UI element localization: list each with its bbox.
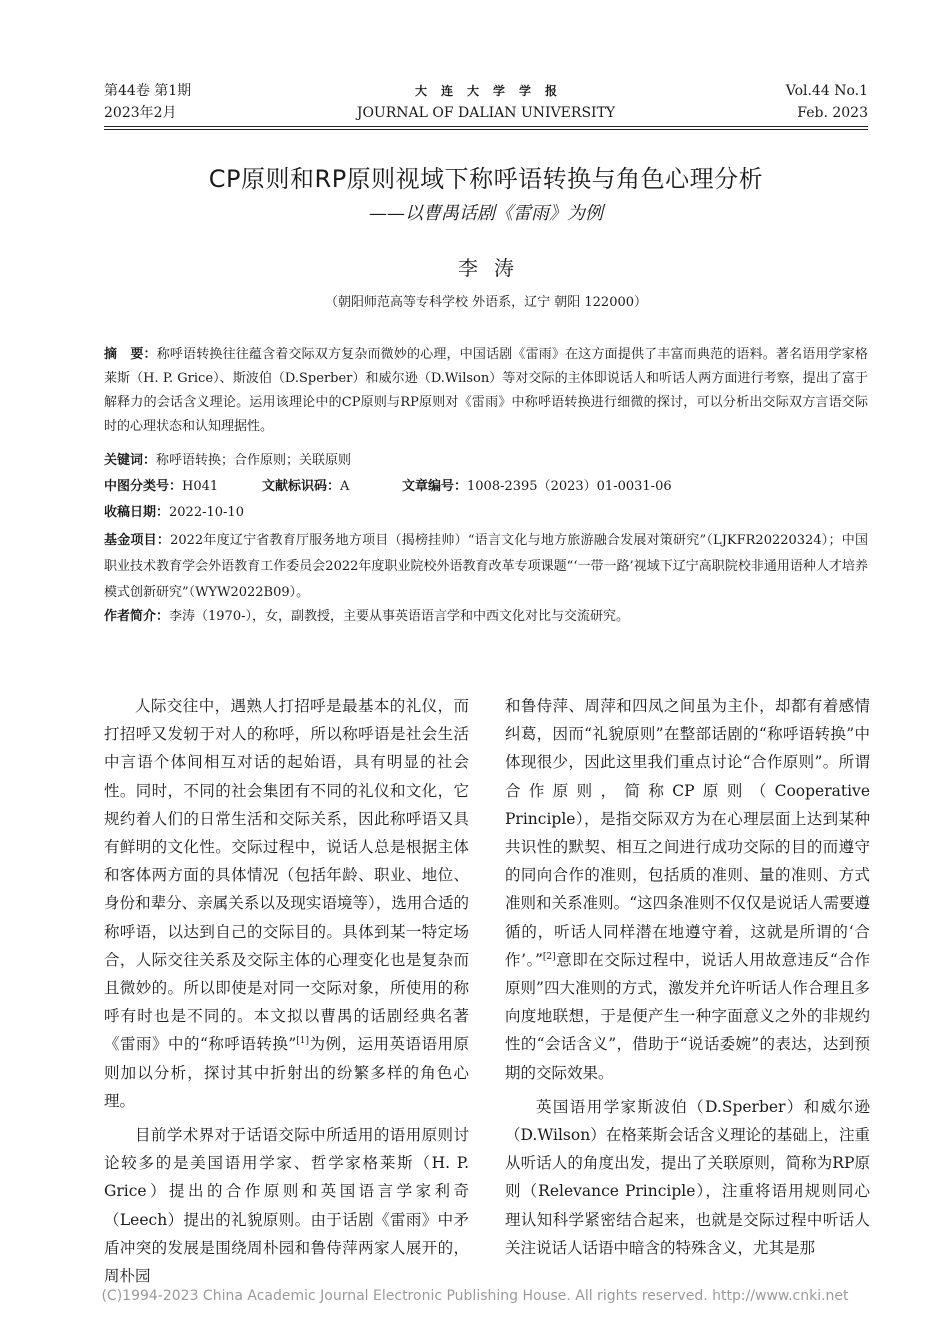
date-line: 2023年2月 — [104, 105, 177, 121]
keywords-label: 关键词： — [104, 453, 157, 468]
header-rule — [104, 126, 868, 127]
date-line-en: Feb. 2023 — [797, 105, 868, 121]
bio-text: 李涛（1970-），女，副教授，主要从事英语语言学和中西文化对比与交流研究。 — [169, 609, 629, 624]
received-date — [104, 502, 868, 524]
paragraph-text-cont: 意即在交际过程中，说话人用故意违反“合作原则”四大准则的方式，激发并允许听话人作合理且多向度地联想，于是便产生一种字面意义之外的非规约性的“会话含义”，借助于“说话委婉”的表达，达到预期的交际效果。 — [505, 950, 870, 1082]
author-bio — [104, 606, 868, 628]
document-code — [262, 476, 349, 498]
body-column-left — [104, 692, 469, 1296]
article-label: 文章编号： — [402, 479, 468, 494]
journal-name-en: JOURNAL OF DALIAN UNIVERSITY — [356, 105, 616, 121]
article-value: 1008-2395（2023）01-0031-06 — [467, 479, 672, 494]
keywords-text: 称呼语转换；合作原则；关联原则 — [156, 453, 352, 468]
volume-line: 第44卷 第1期 — [104, 83, 192, 99]
paragraph-text: 人际交往中，遇熟人打招呼是最基本的礼仪，而打招呼又发轫于对人的称呼，所以称呼语是社会生活中言语个体间相互对话的起始语，具有明显的社会性。同时，不同的社会集团有不同的礼仪和文化，它规约着人们的日常生活和交际关系，因此称呼语又具有鲜明的文化性。交际过程中，说话人总是根据主体和客体两方面的具体情况（包括年龄、职业、地位、身份和辈分、亲属关系以及现实语境等），选用合适的称呼语，以达到自己的交际目的。具体到某一特定场合，人际交往关系及交际主体的心理变化也是复杂而且微妙的。所以即使是对同一交际对象，所使用的称呼有时也是不同的。本文拟以曹禺的话剧经典名著《雷雨》中的“称呼语转换” — [104, 697, 469, 1054]
citation-ref: [2] — [542, 951, 556, 962]
citation-ref: [1] — [296, 1036, 310, 1047]
doc-label: 文献标识码： — [262, 479, 341, 494]
clc-number — [104, 476, 218, 498]
abstract-text: 称呼语转换往往蕴含着交际双方复杂而微妙的心理，中国话剧《雷雨》在这方面提供了丰富而典范的语料。著名语用学家格莱斯（H. P. Grice）、斯波伯（D.Sperber）和威尔逊（D.Wilson）等对交际的主体即说话人和听话人两方面进行考察，提出了富于解释力的会话含义理论。运用该理论中的CP原则与RP原则对《雷雨》中称呼语转换进行细微的探讨，可以分析出交际双方言语交际时的心理状态和认知理据性。 — [104, 347, 868, 434]
abstract — [104, 343, 868, 439]
body-paragraph: 英国语用学家斯波伯（D.Sperber）和威尔逊（D.Wilson）在格莱斯会话含义理论的基础上，注重从听话人的角度出发，提出了关联原则，简称为RP原则（Relevance Principle），注重将语用规则同心理认知科学紧密结合起来，也就是交际过程中听话人关注说话人话语中暗含的特殊含义，尤其是那 — [505, 1097, 870, 1257]
running-header — [104, 80, 868, 124]
journal-name — [104, 80, 868, 124]
received-value: 2022-10-10 — [169, 505, 244, 520]
author-affiliation: （朝阳师范高等专科学校 外语系，辽宁 朝阳 122000） — [324, 295, 648, 310]
fund-text: 2022年度辽宁省教育厅服务地方项目（揭榜挂帅）“语言文化与地方旅游融合发展对策研究”（LJKFR20220324）；中国职业技术教育学会外语教育工作委员会2022年度职业院校外语教育改革专项课题“‘一带一路’视域下辽宁高职院校非通用语种人才培养模式创新研究”（WYW2022B09）。 — [104, 533, 868, 600]
paragraph-text-cont: 为例，运用英语语用原则加以分析，探讨其中折射出的纷繁多样的角色心理。 — [104, 1035, 469, 1110]
copyright-footer: (C)1994-2023 China Academic Journal Electronic Publishing House. All rights reserved. http://www.cnki.net — [101, 1288, 849, 1304]
received-label: 收稿日期： — [104, 505, 170, 520]
article-subtitle: ——以曹禺话剧《雷雨》为例 — [369, 203, 603, 224]
volume-line-en: Vol.44 No.1 — [785, 83, 868, 99]
body-column-right — [505, 692, 870, 1268]
journal-name-cn: 大连大学学报 — [414, 84, 571, 98]
clc-value: H041 — [182, 479, 219, 494]
abstract-label: 摘 要： — [104, 347, 157, 362]
fund-project — [104, 528, 868, 606]
fund-label: 基金项目： — [104, 533, 171, 548]
article-number — [402, 476, 672, 498]
body-paragraph — [505, 692, 870, 1087]
clc-label: 中图分类号： — [104, 479, 183, 494]
header-rule-secondary — [104, 129, 868, 130]
body-paragraph: 目前学术界对于话语交际中所适用的语用原则讨论较多的是美国语用学家、哲学家格莱斯（H. P. Grice）提出的合作原则和英国语言学家利奇（Leech）提出的礼貌原则。由于话剧《雷雨》中矛盾冲突的发展是围绕周朴园和鲁侍萍两家人展开的，周朴园 — [104, 1126, 469, 1286]
volume-issue-en — [786, 80, 868, 124]
doc-value: A — [340, 479, 350, 494]
paragraph-text: 和鲁侍萍、周萍和四凤之间虽为主仆，却都有着感情纠葛，因而“礼貌原则”在整部话剧的“称呼语转换”中体现很少，因此这里我们重点讨论“合作原则”。所谓合作原则，简称CP原则（Cooperative Principle），是指交际双方为在心理层面上达到某种共识性的默契、相互之间进行成功交际的目的而遵守的同向合作的准则，包括质的准则、量的准则、方式准则和关系准则。“这四条准则不仅仅是说话人需要遵循的，听话人同样潜在地遵守着，这就是所谓的‘合作’。” — [505, 697, 870, 969]
article-title: CP原则和RP原则视域下称呼语转换与角色心理分析 — [208, 165, 764, 193]
body-paragraph — [104, 692, 469, 1115]
keywords — [104, 450, 868, 472]
bio-label: 作者简介： — [104, 609, 170, 624]
author-name: 李涛 — [458, 256, 530, 280]
